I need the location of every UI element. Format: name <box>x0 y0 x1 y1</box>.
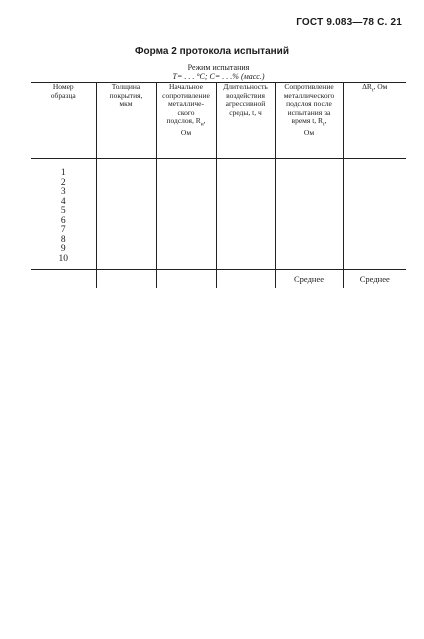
col-coating-thickness: Толщина покрытия, мкм <box>96 83 156 159</box>
average-label-delta: Среднее <box>343 270 406 289</box>
table-footer-row <box>31 270 406 289</box>
col-resistance-after-test: Сопротивление металлического подслоя после испытания за время t, $R_t$, Ом <box>275 83 343 159</box>
footer-empty-cell <box>156 270 216 289</box>
list-item: 8 <box>60 234 66 245</box>
form-title: Форма 2 протокола испытаний <box>135 46 289 57</box>
list-item: 4 <box>60 196 66 207</box>
table-header-row <box>31 83 406 159</box>
col-exposure-duration: Длительность воздействия агрессивной среды, t, ч <box>216 83 275 159</box>
test-mode-params: T= . . . °С; С= . . .% (масс.) <box>172 72 265 81</box>
table-body-row <box>31 159 406 270</box>
resistance-after-test-cell <box>275 159 343 270</box>
list-item: 7 <box>60 225 66 235</box>
exposure-duration-cell <box>216 159 275 270</box>
protocol-table <box>31 82 406 288</box>
test-mode-label: Режим испытания <box>187 63 250 72</box>
footer-empty-cell <box>96 270 156 289</box>
footer-empty-cell <box>31 270 96 289</box>
list-item: 3 <box>60 187 66 197</box>
page-header: ГОСТ 9.083—78 С. 21 <box>296 17 402 28</box>
coating-thickness-cell <box>96 159 156 270</box>
list-item: 6 <box>60 215 66 226</box>
col-initial-resistance: Начальное сопротивление металличе- ского подслоя, $R_н$, Ом <box>156 83 216 159</box>
footer-empty-cell <box>216 270 275 289</box>
average-label-resistance: Среднее <box>275 270 343 289</box>
list-item: 5 <box>60 206 66 216</box>
sample-number-cell <box>31 159 96 270</box>
list-item: 10 <box>58 253 68 264</box>
delta-resistance-cell <box>343 159 406 270</box>
col-delta-resistance: $\Delta R_t$, Ом <box>343 83 406 159</box>
test-mode <box>31 63 406 81</box>
list-item: 2 <box>60 177 66 188</box>
initial-resistance-cell <box>156 159 216 270</box>
list-item: 9 <box>60 244 66 254</box>
sample-list <box>31 159 96 264</box>
col-sample-number: Номер образца <box>31 83 96 159</box>
list-item: 1 <box>60 168 66 178</box>
